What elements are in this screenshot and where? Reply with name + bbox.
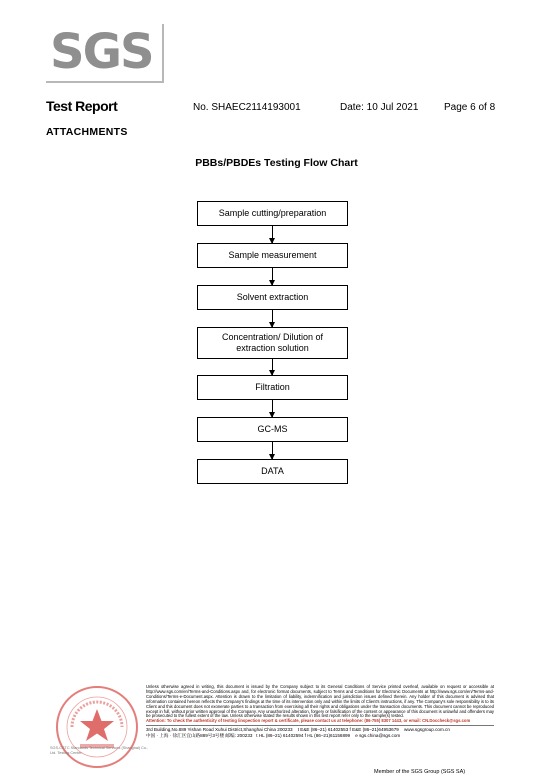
page-number: Page 6 of 8 [444, 102, 496, 113]
email-link[interactable]: e sgs.china@sgs.com [355, 733, 401, 739]
address-cn: 中国 · 上海 · 徐汇区宜山路889号3号楼 邮编: 200233 [146, 733, 253, 739]
member-line: Member of the SGS Group (SGS SA) [374, 769, 466, 775]
flow-step-4: Concentration/ Dilution of extraction solution [197, 327, 348, 359]
address-en: 3rd Building,No.889 Yishan Road Xuhui District,Shanghai China 200233 [146, 727, 293, 733]
flow-step-6: GC-MS [197, 417, 348, 442]
disclaimer-text: Unless otherwise agreed in writing, this document is issued by the Company subject to its General Conditions of Service printed overleaf, available on request or accessible at http://www.sgs.com/en/Terms-and-Conditions.aspx and, for electronic format documents, subject to Terms and Conditions for Electronic Documents at http://www.sgs.com/en/Terms-and-Conditions/Terms-e-Document.aspx. Attention is drawn to the limitation of liability, indemnification and jurisdiction issues defined therein. Any holder of this document is advised that information contained hereon reflects the Company's findings at the time of its intervention only and within the limits of Client's instructions, if any. The Company's sole responsibility is to its Client and this document does not exonerate parties to a transaction from exercising all their rights and obligations under the transaction documents. This document cannot be reproduced except in full, without prior written approval of the Company. Any unauthorized alteration, forgery or falsification of the content or appearance of this document is unlawful and offenders may be prosecuted to the fullest extent of the law. Unless otherwise stated the results shown in this test report refer only to the sample(s) tested. [146, 684, 494, 719]
report-date: Date: 10 Jul 2021 [340, 102, 419, 113]
flow-arrow-5 [272, 400, 273, 417]
flow-arrow-1 [272, 226, 273, 243]
flow-arrow-3 [272, 310, 273, 327]
flow-chart-title: PBBs/PBDEs Testing Flow Chart [195, 157, 358, 169]
phone-line-2: t HL (86–21) 61402594 f HL (86–21)61156899 [256, 733, 351, 739]
sgs-logo [46, 24, 164, 86]
phone-line-1: t E&E (86–21) 61402553 f E&E (86–21)64953679 [297, 727, 399, 733]
report-title: Test Report [46, 98, 118, 114]
flow-step-2: Sample measurement [197, 243, 348, 268]
footer-legal [146, 685, 494, 739]
logo-baseline [46, 81, 164, 83]
flow-step-5: Filtration [197, 375, 348, 400]
attention-text: Attention: To check the authenticity of testing /inspection report & certificate, please contact us at telephone: (86-755) 8307 1443, or email: CN.Doccheck@sgs.com [146, 718, 471, 724]
seal-caption: SGS-CSTC Standards Technical Services (Shanghai) Co., Ltd. Testing Center [50, 746, 149, 755]
company-seal-icon [52, 682, 142, 772]
logo-text: SGS [50, 24, 153, 80]
flow-arrow-2 [272, 268, 273, 285]
logo-bar [162, 24, 164, 82]
flow-step-1: Sample cutting/preparation [197, 201, 348, 226]
flow-step-3: Solvent extraction [197, 285, 348, 310]
flow-arrow-6 [272, 442, 273, 459]
section-heading: ATTACHMENTS [46, 126, 128, 138]
flow-step-7: DATA [197, 459, 348, 484]
flow-arrow-4 [272, 359, 273, 375]
website-link[interactable]: www.sgsgroup.com.cn [403, 727, 450, 733]
report-number: No. SHAEC2114193001 [193, 102, 301, 113]
